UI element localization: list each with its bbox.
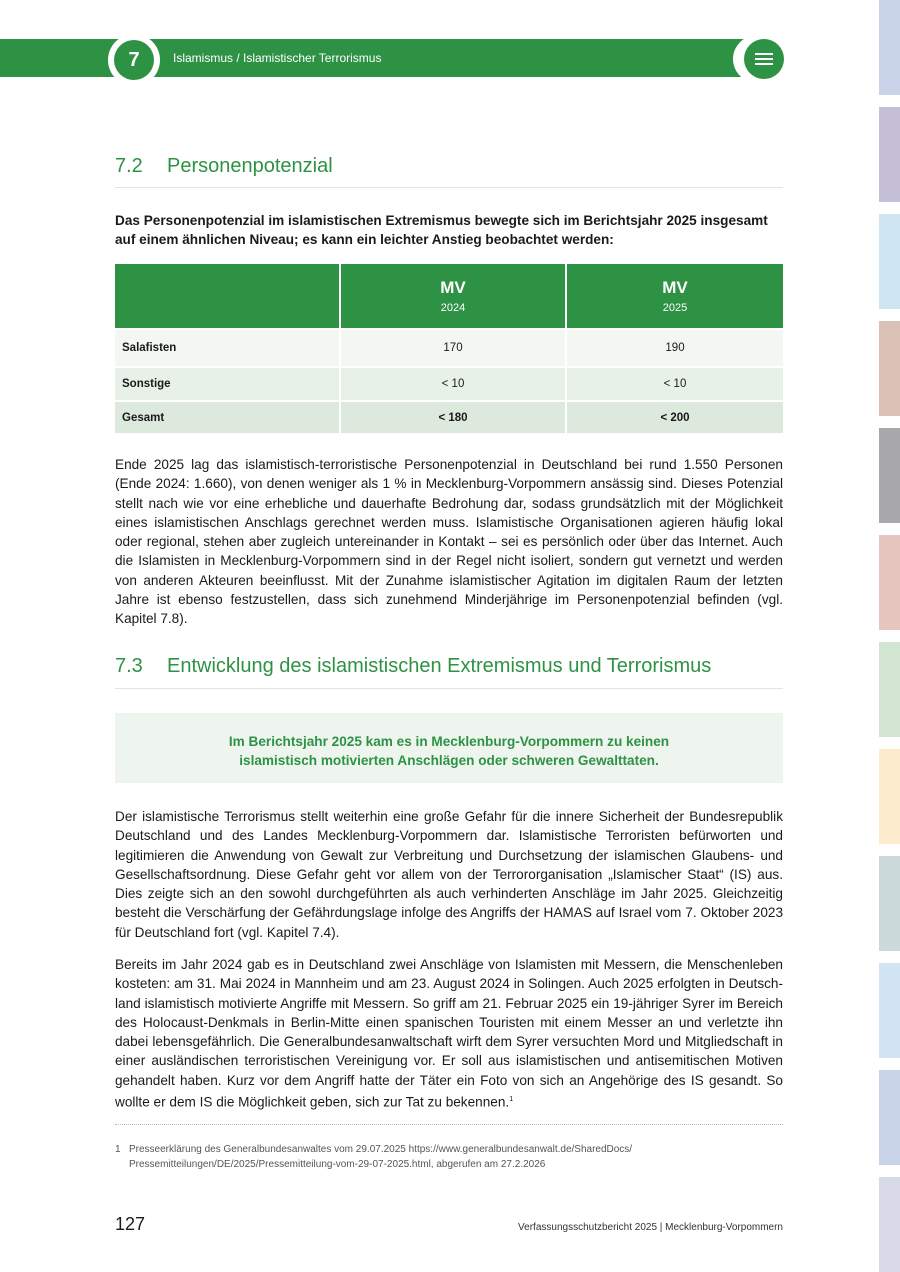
chapter-tab[interactable] <box>879 1177 900 1272</box>
paragraph-text: Bereits im Jahr 2024 gab es in Deutschland zwei Anschläge von Islamisten mit Messern, die Menschenleben kosteten: am 31. Mai 2024 in Mannheim und am 23. August 2024 in Solingen. Auch 2025 erfolgten in Deutschland islamistisch motivierte Angriffe mit Messern. So griff am 21. Februar 2025 ein 19-jähriger Syrer im Bereich des Holocaust-Denkmals in Berlin-Mitte einen spanischen Touristen mit einem Messer an und verletzte ihn dabei lebensgefährlich. Die Generalbundesanwaltschaft wirft dem Syrer versuchten Mord und Mitgliedschaft in einer ausländischen terroristischen Vereinigung vor. Er soll aus islamistischen und antisemitischen Motiven gehandelt haben. Kurz vor dem Angriff hatte der Täter ein Foto von sich an Angehörige des IS gesandt. So wollte er dem IS die Möglichkeit geben, sich zur Tat zu bekennen. <box>115 957 783 1110</box>
row-label: Gesamt <box>115 401 340 433</box>
cell-2024: 170 <box>340 329 566 367</box>
chapter-tab[interactable] <box>879 214 900 309</box>
body-paragraph: Der islamistische Terrorismus stellt weiterhin eine große Gefahr für die innere Sicherheit der Bundesrepublik Deutschland und des Landes Mecklenburg-Vorpommern dar. Islamistische Terroristen befürworten und legitimieren die Anwendung von Gewalt zur Verbreitung und Durchsetzung der islamischen Glaubens- und Gesellschaftsordnung. Diese Gefahr geht vor allem von der Terrororganisation „Islamischer Staat“ (IS) aus. Dies zeigte sich an den sowohl durchgeführten als auch verhinderten Anschläge im Jahr 2025. Gleichzeitig besteht die Verschärfung der Gefährdungslage infolge des Angriffs der HAMAS auf Israel vom 7. Oktober 2023 für Deutschland fort (vgl. Kapitel 7.4). <box>115 809 783 940</box>
table-row-total <box>115 401 783 433</box>
table-header-empty <box>115 264 340 329</box>
footnote-reference[interactable]: 1 <box>509 1096 514 1104</box>
column-label: MV <box>662 278 688 297</box>
highlight-line: Im Berichtsjahr 2025 kam es in Mecklenburg-Vorpommern zu keinen <box>228 734 670 749</box>
column-year: 2024 <box>440 302 466 314</box>
body-paragraph: Ende 2025 lag das islamistisch-terroristische Personenpotenzial in Deutschland bei rund 1.550 Personen (Ende 2024: 1.660), von denen weniger als 1 % in Mecklenburg-Vorpommern ansässig sind. Dieses Potenzial stellt nach wie vor eine erhebliche und dauerhafte Bedrohung dar, sodass grundsätzlich mit der Möglichkeit eines islamistischen Anschlags gerechnet werden muss. Islamistische Organisationen agieren häufig lokal oder regional, stehen aber zugleich untereinander in Kontakt – sei es persönlich oder über das Internet. Auch die Islamisten in Mecklenburg-Vorpommern sind in der Regel nicht isoliert, sondern gut vernetzt und werden von anderen Akteuren beeinflusst. Mit der Zunahme islamistischer Agitation im digitalen Raum der letzten Jahre ist ebenso festzustellen, dass sich zunehmend Minderjährige im Personenpotenzial befinden (vgl. Kapitel 7.8). <box>115 457 783 627</box>
chapter-tab[interactable] <box>879 535 900 630</box>
chapter-title: Islamismus / Islamistischer Terrorismus <box>173 51 382 65</box>
cell-2024: < 10 <box>340 367 566 401</box>
cell-2025: < 10 <box>566 367 783 401</box>
page-number: 127 <box>115 1214 146 1234</box>
section-divider <box>115 688 783 689</box>
highlight-box <box>115 713 783 783</box>
chapter-tab[interactable] <box>879 856 900 951</box>
footnote-separator <box>115 1124 783 1125</box>
footnote-number: 1 <box>115 1144 121 1155</box>
section-title: Personenpotenzial <box>167 155 333 177</box>
table-header-row <box>115 264 783 329</box>
person-potential-table <box>115 264 783 433</box>
cell-2025: < 200 <box>566 401 783 433</box>
cell-2025: 190 <box>566 329 783 367</box>
footnote <box>115 1142 783 1172</box>
intro-text: Das Personenpotenzial im islamistischen Extremismus bewegte sich im Berichtsjahr 2025 insgesamt auf einem ähnlichen Niveau; es kann ein leichter Anstieg beobachtet werden: <box>115 213 768 247</box>
chapter-tab[interactable] <box>879 642 900 737</box>
section-number: 7.3 <box>115 655 143 677</box>
table-row <box>115 329 783 367</box>
section-title: Entwicklung des islamistischen Extremismus und Terrorismus <box>167 655 712 677</box>
chapter-tab[interactable] <box>879 1070 900 1165</box>
highlight-line: islamistisch motivierten Anschlägen oder schweren Gewalttaten. <box>239 753 659 768</box>
body-paragraph <box>115 955 783 1112</box>
row-label: Sonstige <box>115 367 340 401</box>
chapter-tab[interactable] <box>879 749 900 844</box>
chapter-tab[interactable] <box>879 428 900 523</box>
column-year: 2025 <box>662 302 688 314</box>
chapter-number-badge: 7 <box>114 40 154 80</box>
column-label: MV <box>440 278 466 297</box>
table-row <box>115 367 783 401</box>
chapter-tab[interactable] <box>879 0 900 95</box>
publication-footer: Verfassungsschutzbericht 2025 | Mecklenburg-Vorpommern <box>518 1222 783 1233</box>
table-header-2025 <box>566 264 783 329</box>
table-header-2024 <box>340 264 566 329</box>
chapter-tab[interactable] <box>879 107 900 202</box>
chapter-tab[interactable] <box>879 321 900 416</box>
section-heading-7-2 <box>115 155 333 178</box>
footnote-text: Presseerklärung des Generalbundesanwaltes vom 29.07.2025 https://www.generalbundesanwalt.de/SharedDocs/ Pressemitteilungen/DE/2025/Pressemitteilung-vom-29-07-2025.html, abgerufen am 27.2.2026 <box>129 1144 633 1170</box>
section-number: 7.2 <box>115 155 143 177</box>
cell-2024: < 180 <box>340 401 566 433</box>
row-label: Salafisten <box>115 329 340 367</box>
menu-icon[interactable] <box>744 39 784 79</box>
section-divider <box>115 187 783 188</box>
section-heading-7-3 <box>115 655 711 678</box>
chapter-tab[interactable] <box>879 963 900 1058</box>
